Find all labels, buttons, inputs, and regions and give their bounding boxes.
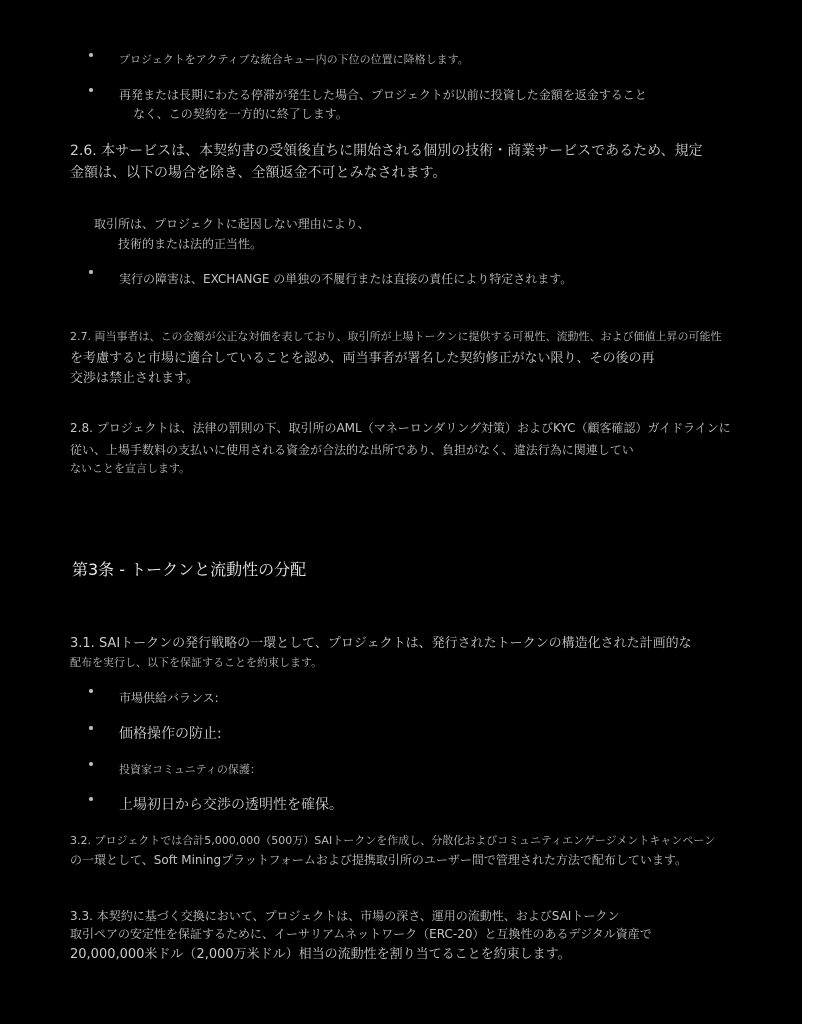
exception-exchange-line2: 技術的または法的正当性。 [118,237,263,251]
clause-2-8-line1: 2.8. プロジェクトは、法律の罰則の下、取引所のAML（マネーロンダリング対策）およびKYC（顧客確認）ガイドラインに [70,421,731,435]
clause-3-1-line2: 配布を実行し、以下を保証することを約束します。 [70,656,323,669]
clause-2-6-line1: 2.6. 本サービスは、本契約書の受領後直ちに開始される個別の技術・商業サービスであるため、規定 [70,143,703,159]
bullet-marker [89,689,93,693]
guarantee-transparency: 上場初日から交渉の透明性を確保。 [119,797,343,813]
clause-2-6-line2: 金額は、以下の場合を除き、全額返金不可とみなされます。 [70,165,447,181]
exception-execution: 実行の障害は、EXCHANGE の単独の不履行または直接の責任により特定されます。 [119,272,573,286]
guarantee-price-manipulation: 価格操作の防止: [119,726,222,742]
page-edge [802,0,817,1024]
bullet-terminate-line1: 再発または長期にわたる停滞が発生した場合、プロジェクトが以前に投資した金額を返金すること [119,88,647,102]
article-3-title: 第3条 - トークンと流動性の分配 [72,560,307,579]
bullet-marker [89,762,93,766]
bullet-marker [89,797,93,801]
guarantee-investor-protection: 投資家コミュニティの保護： [119,763,261,776]
clause-2-7-line3: 交渉は禁止されます。 [70,371,199,386]
bullet-marker [89,88,93,92]
bullet-terminate-line2: なく、この契約を一方的に終了します。 [133,107,348,121]
bullet-marker [89,726,93,730]
clause-3-3-line1: 3.3. 本契約に基づく交換において、プロジェクトは、市場の深さ、運用の流動性、およびSAIトークン [70,909,620,923]
clause-2-8-line3: ないことを宣言します。 [70,462,191,475]
clause-3-3-line3: 20,000,000米ドル（2,000万米ドル）相当の流動性を割り当てることを約束します。 [70,947,571,962]
clause-2-7-line1: 2.7. 両当事者は、この金額が公正な対価を表しており、取引所が上場トークンに提供する可視性、流動性、および価値上昇の可能性 [70,330,722,343]
clause-2-8-line2: 従い、上場手数料の支払いに使用される資金が合法的な出所であり、負担がなく、違法行為に関連してい [70,443,634,457]
clause-2-7-line2: を考慮すると市場に適合していることを認め、両当事者が署名した契約修正がない限り、その後の再 [70,351,655,366]
clause-3-3-line2: 取引ペアの安定性を保証するために、イーサリアムネットワーク（ERC-20）と互換性のあるデジタル資産で [70,927,652,941]
bullet-marker [89,270,93,274]
clause-3-1-line1: 3.1. SAIトークンの発行戦略の一環として、プロジェクトは、発行されたトークンの構造化された計画的な [70,636,692,651]
clause-3-2-line2: の一環として、Soft Miningプラットフォームおよび提携取引所のユーザー間で管理された方法で配布しています。 [70,853,687,867]
bullet-marker [89,53,93,57]
clause-3-2-line1: 3.2. プロジェクトでは合計5,000,000（500万）SAIトークンを作成し、分散化およびコミュニティエンゲージメントキャンペーン [70,834,716,847]
bullet-demote: プロジェクトをアクティブな統合キュー内の下位の位置に降格します。 [119,53,469,66]
exception-exchange-line1: 取引所は、プロジェクトに起因しない理由により、 [94,217,370,231]
guarantee-supply-balance: 市場供給バランス: [119,691,219,705]
